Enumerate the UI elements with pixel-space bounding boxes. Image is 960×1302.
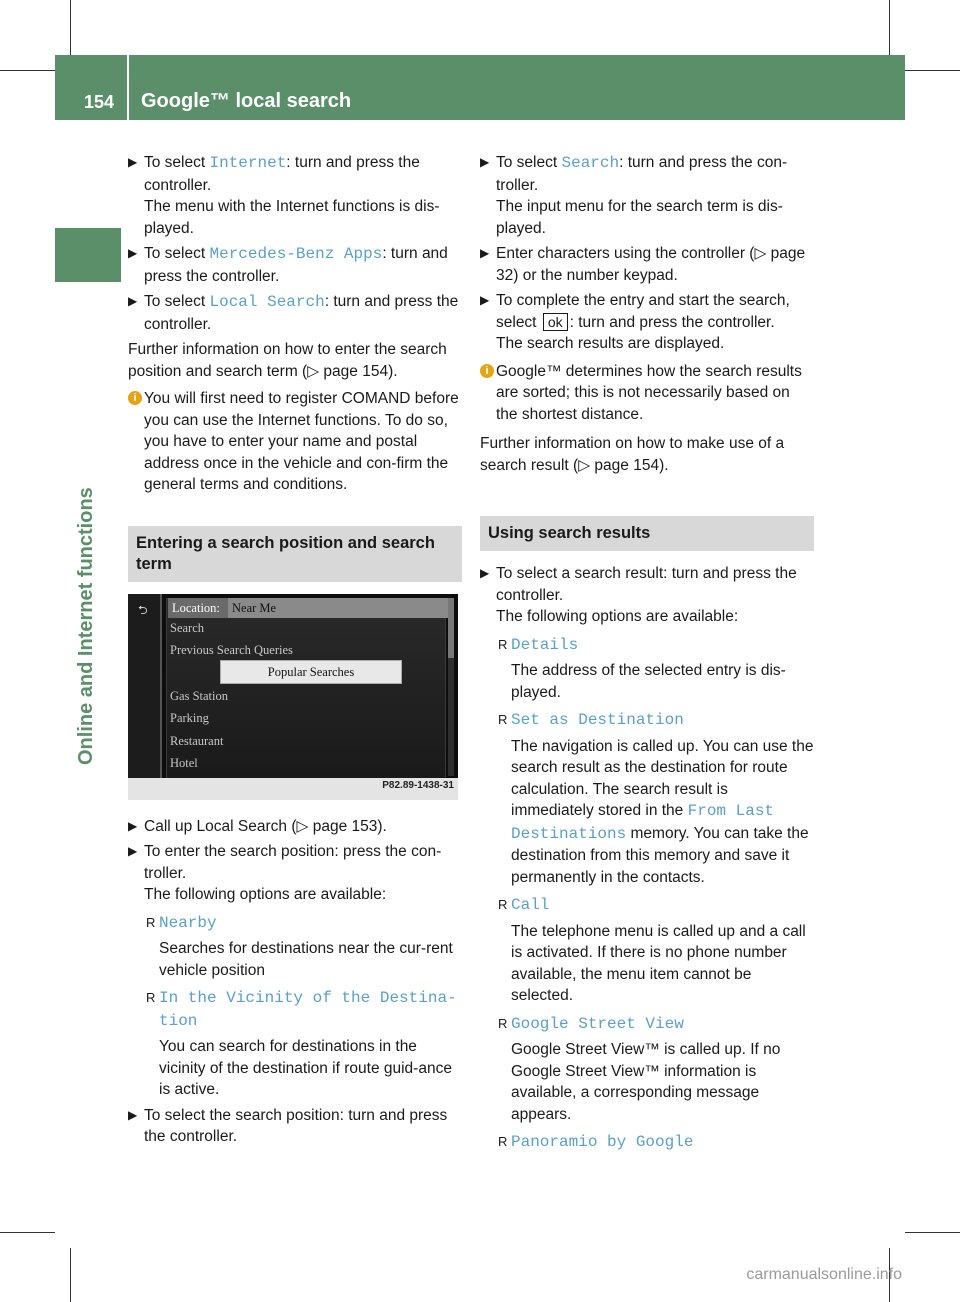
- step-complete-entry: [480, 290, 814, 355]
- step-enter-characters: [480, 243, 814, 286]
- step-result: The menu with the Internet functions is dis-played.: [144, 198, 440, 237]
- info-note: [128, 388, 462, 496]
- location-label: Location:: [168, 598, 228, 618]
- step-result: The search results are displayed.: [496, 335, 725, 352]
- step-text: : turn and press the controller.: [569, 313, 775, 331]
- bullet-icon: R: [498, 1015, 508, 1031]
- screen-item-search: Search: [170, 620, 205, 635]
- section-heading: Entering a search position and search term: [128, 526, 462, 582]
- option-keyword: Nearby: [159, 913, 217, 932]
- option-keyword: Set as Destination: [511, 711, 684, 729]
- option-keyword: In the Vicinity of the Destina-tion: [159, 989, 457, 1030]
- crop-mark: [889, 0, 890, 55]
- memory-keyword: From Last Destinations: [511, 802, 775, 843]
- description-text: The navigation is called up. You can use the search result as the destination for route calculation. The search result is immediately stored in the: [511, 737, 814, 819]
- menu-keyword: Mercedes-Benz Apps: [209, 245, 383, 263]
- side-chapter-label: Online and Internet functions: [75, 487, 97, 765]
- step-result: The following options are available:: [144, 886, 387, 903]
- option-vicinity: [128, 987, 462, 1101]
- crop-mark: [70, 1248, 71, 1302]
- crop-mark: [70, 0, 71, 55]
- option-description: The telephone menu is called up and a call is activated. If there is no phone number available, the menu item cannot be selected.: [511, 922, 806, 1004]
- screen-scroll-thumb: [448, 598, 454, 658]
- step-text: To select: [496, 154, 562, 171]
- side-tab: [55, 228, 121, 282]
- step-arrow-icon: ▶: [480, 155, 490, 169]
- step-text: To select: [144, 154, 210, 171]
- bullet-icon: R: [146, 990, 156, 1005]
- image-code: P82.89-1438-31: [382, 780, 454, 791]
- step-text: To complete the entry and start the search, select: [496, 292, 790, 331]
- step-select-result: [480, 563, 814, 628]
- step-select-local-search: [128, 291, 462, 335]
- step-select-search: [480, 152, 814, 239]
- bullet-icon: R: [498, 636, 508, 652]
- step-text: To select the search position: turn and press the controller.: [144, 1106, 448, 1145]
- watermark: carmanualsonline.info: [746, 1266, 902, 1283]
- step-select-internet: [128, 152, 462, 239]
- chapter-title: Google™ local search: [141, 90, 352, 112]
- option-details: [480, 634, 814, 704]
- back-panel: [128, 594, 160, 778]
- step-arrow-icon: ▶: [480, 566, 490, 580]
- step-text: Call up Local Search (▷ page 153).: [144, 817, 387, 835]
- step-text: : turn and press the controller.: [144, 293, 459, 333]
- menu-keyword: Search: [561, 154, 620, 172]
- screen-item-previous: Previous Search Queries: [170, 642, 293, 657]
- crop-mark: [0, 1232, 55, 1233]
- location-value: Near Me: [228, 598, 448, 618]
- further-info: Further information on how to enter the search position and search term (▷ page 154).: [128, 341, 447, 380]
- note-text: You will first need to register COMAND before you can use the Internet functions. To do so, you have to enter your name and postal address once in the vehicle and con-firm the general terms and conditions.: [144, 390, 459, 493]
- option-panoramio: [480, 1131, 814, 1154]
- screen-item-gas: Gas Station: [170, 688, 228, 703]
- step-text: : turn and press the con-troller.: [496, 154, 788, 194]
- section-heading: Using search results: [480, 516, 814, 551]
- ok-symbol: ok: [543, 313, 568, 331]
- bullet-icon: R: [498, 712, 508, 727]
- screen-divider: [160, 594, 162, 778]
- info-note: [480, 361, 814, 426]
- step-select-position: [128, 1105, 462, 1148]
- step-arrow-icon: ▶: [128, 1107, 138, 1122]
- option-keyword: Google Street View: [511, 1014, 684, 1033]
- step-arrow-icon: ▶: [128, 246, 138, 260]
- option-description: Searches for destinations near the cur-rent vehicle position: [159, 940, 453, 979]
- page-number: 154: [84, 92, 115, 112]
- step-arrow-icon: ▶: [480, 293, 490, 307]
- step-text: To select: [144, 293, 210, 310]
- note-text: Google™ determines how the search results are sorted; this is not necessarily based on the shortest distance.: [496, 362, 802, 423]
- crop-mark: [0, 70, 55, 71]
- step-text: To select a search result: turn and press the controller.: [496, 565, 797, 604]
- step-text: Enter characters using the controller (▷ page 32) or the number keypad.: [496, 245, 806, 284]
- crop-mark: [905, 1232, 960, 1233]
- option-set-destination: [480, 709, 814, 888]
- screen-item-restaurant: Restaurant: [170, 733, 224, 748]
- step-result: The input menu for the search term is dis-played.: [496, 198, 783, 237]
- screen-item-parking: Parking: [170, 710, 209, 725]
- step-text: To enter the search position: press the con-troller.: [144, 843, 442, 882]
- step-text: To select: [144, 245, 210, 262]
- step-call-local-search: [128, 816, 462, 838]
- menu-keyword: Local Search: [209, 293, 325, 311]
- screen-popular-searches: Popular Searches: [220, 660, 402, 684]
- menu-keyword: Internet: [209, 154, 287, 172]
- option-street-view: [480, 1013, 814, 1126]
- option-keyword: Call: [511, 896, 550, 914]
- further-info: Further information on how to make use of a search result (▷ page 154).: [480, 435, 785, 474]
- bullet-icon: R: [498, 1134, 508, 1149]
- info-icon: i: [128, 391, 142, 405]
- right-column: [480, 152, 814, 1154]
- header-divider: [127, 55, 129, 120]
- info-icon: i: [480, 364, 494, 378]
- bullet-icon: R: [498, 897, 508, 912]
- description-text: memory. You can take the destination from this memory and save it permanently in the contacts.: [511, 824, 809, 886]
- option-keyword: Details: [511, 635, 579, 654]
- crop-mark: [905, 70, 960, 71]
- step-select-apps: [128, 243, 462, 287]
- option-description: [511, 736, 814, 889]
- step-arrow-icon: ▶: [128, 294, 138, 308]
- left-column: [128, 152, 462, 1152]
- bullet-icon: R: [146, 914, 156, 930]
- option-call: [480, 894, 814, 1007]
- step-text: : turn and press the controller.: [144, 154, 420, 194]
- step-enter-position: [128, 841, 462, 906]
- step-result: The following options are available:: [496, 608, 739, 625]
- step-arrow-icon: ▶: [480, 246, 490, 260]
- comand-screen-image: [128, 594, 458, 800]
- option-description: The address of the selected entry is dis-played.: [511, 662, 786, 701]
- step-arrow-icon: ▶: [128, 844, 138, 858]
- option-description: Google Street View™ is called up. If no Google Street View™ information is available, a corresponding message appears.: [511, 1041, 781, 1123]
- screen-item-hotel: Hotel: [170, 755, 198, 770]
- option-description: You can search for destinations in the vicinity of the destination if route guid-ance is active.: [159, 1038, 452, 1098]
- step-arrow-icon: ▶: [128, 818, 138, 833]
- back-icon: ⮌: [138, 602, 148, 617]
- step-arrow-icon: ▶: [128, 155, 138, 169]
- step-text: : turn and press the controller.: [144, 245, 448, 285]
- option-keyword: Panoramio by Google: [511, 1133, 694, 1151]
- option-nearby: [128, 912, 462, 982]
